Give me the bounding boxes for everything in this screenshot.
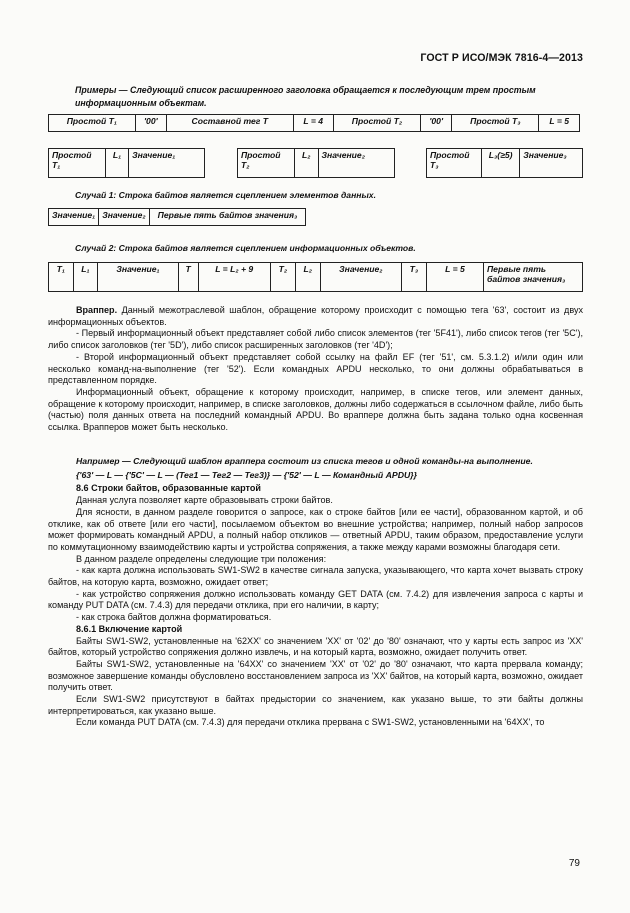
simple-object-1 — [48, 148, 205, 178]
example-2: Например — Следующий шаблон враппера состоит из списка тегов и одной команды-на выполнение. — [76, 456, 533, 466]
cell: L₃(≥5) — [482, 149, 520, 178]
body-text-block-2 — [48, 456, 583, 729]
paragraph: - как устройство сопряжения должно использовать команду GET DATA (см. 7.4.2) для извлечения запроса с карты и команду PUT DATA (см. 7.4.3) для передачи отклика, при его наличии, в карту; — [48, 588, 583, 611]
cell: Простой T₁ — [49, 149, 106, 178]
cell: L₂ — [295, 149, 319, 178]
cell: Простой T₂ — [333, 115, 420, 132]
section-heading-8-6: 8.6 Строки байтов, образованные картой — [76, 483, 261, 494]
cell: L = L₂ + 9 — [198, 263, 270, 292]
paragraph: Если SW1-SW2 присутствуют в байтах предыстории со значением, как указано выше, то эти байты должны интерпретироваться, как указано выше. — [48, 694, 583, 716]
paragraph: Байты SW1-SW2, установленные на '62XX' со значением 'XX' от '02' до '80' означают, что у карты есть запрос из 'XX' байтов, который устройство сопряжения должно извлечь, и на который карта, возможно, ожидает получить ответ. — [48, 635, 583, 658]
cell: Значение₂ — [318, 149, 394, 178]
cell: Составной тег T — [166, 115, 293, 132]
simple-object-2 — [237, 148, 395, 178]
simple-object-3 — [426, 148, 583, 178]
example-title: Примеры — Следующий список расширенного заголовка обращается к последующим трем простым информационным объектам. — [75, 85, 536, 108]
cell: T₃ — [401, 263, 426, 292]
cell: L₁ — [106, 149, 129, 178]
cell: T₁ — [49, 263, 74, 292]
paragraph: - как строка байтов должна форматироваться. — [76, 612, 272, 623]
bold-lead: Враппер. — [76, 305, 118, 315]
paragraph: Данная услуга позволяет карте образовывать строки байтов. — [76, 495, 333, 506]
cell: Первые пять байтов значения₃ — [484, 263, 583, 292]
paragraph: Для ясности, в данном разделе говорится о запросе, как о строке байтов [или ее части], образованном картой, и об отклике, как об ответе [или его части], посылаемом объектом во внешние устройства; например, полный набор запросов может формировать командный APDU, а полный набор откликов — ответный APDU, таким образом, предоставление услуги по коммутационному взаимодействию карты и устройства сопряжения, а также между карами возможны благодаря сети. — [48, 506, 583, 552]
case-1-title: Случай 1: Строка байтов является сцеплением элементов данных. — [75, 190, 376, 200]
paragraph-text: Данный межотраслевой шаблон, обращение которому происходит с помощью тега '63', состоит из двух информационных объектов. — [48, 305, 583, 327]
cell: L = 5 — [427, 263, 484, 292]
cell: L = 4 — [293, 115, 333, 132]
extended-header-row — [48, 114, 580, 132]
cell: T₂ — [270, 263, 295, 292]
cell: Значение₁ — [129, 149, 205, 178]
cell: Значение₁ — [49, 209, 99, 226]
paragraph: В данном разделе определены следующие три положения: — [76, 553, 327, 564]
paragraph: - Первый информационный объект представляет собой либо список элементов (тег '5F41'), либо список тегов (тег '5C'), либо список заголовков (тег '5D'), либо список расширенных заголовков (тег '4D'); — [48, 328, 583, 351]
cell: Значение₁ — [98, 263, 179, 292]
cell: Простой T₂ — [238, 149, 295, 178]
cell: L₁ — [73, 263, 98, 292]
cell: Простой T₁ — [49, 115, 136, 132]
body-text-block-1 — [48, 305, 583, 434]
cell: Простой T₃ — [452, 115, 539, 132]
page-number: 79 — [568, 858, 580, 869]
cell: '00' — [421, 115, 452, 132]
cell: Простой T₃ — [427, 149, 482, 178]
case-1-row — [48, 208, 306, 226]
cell: T — [178, 263, 198, 292]
case-2-row — [48, 262, 583, 292]
paragraph — [48, 305, 583, 328]
case-2-title: Случай 2: Строка байтов является сцеплением информационных объектов. — [75, 243, 416, 253]
paragraph: Информационный объект, обращение к которому происходит, например, в списке тегов, или элемент данных, обращение к которому происходит, например, в списке заголовков, должны либо содержаться в ссылочном файле, либо быть (частью) поля данных ответа на последний командный APDU. Во враппере должна быть задана только одна косвенная ссылка. Врапперов может быть несколько. — [48, 386, 583, 433]
example-2-formula: {'63' — L — {'5C' — L — (Тег1 — Тег2 — Тег3)} — {'52' — L — Командный APDU}} — [76, 469, 417, 480]
cell: '00' — [135, 115, 166, 132]
paragraph: Если команда PUT DATA (см. 7.4.3) для передачи отклика прервана с SW1-SW2, установленными на '64XX', то — [76, 717, 545, 728]
page-header: ГОСТ Р ИСО/МЭК 7816-4—2013 — [420, 52, 583, 64]
paragraph: - как карта должна использовать SW1-SW2 в качестве сигнала запуска, указывающего, что карта хочет вызвать строку байтов, на которую карта, возможно, ожидает ответ; — [48, 565, 583, 588]
cell: L₂ — [295, 263, 320, 292]
paragraph: - Второй информационный объект представляет собой ссылку на файл EF (тег '51', см. 5.3.1.2) и/или один или несколько команд-на-выполнение (тег '52'). Если командных APDU несколько, то они должны обрабатываться в представленном порядке. — [48, 351, 583, 386]
cell: Значение₂ — [99, 209, 149, 226]
cell: Значение₃ — [520, 149, 583, 178]
paragraph: Байты SW1-SW2, установленные на '64XX' со значением 'XX' от '02' до '80' означают, что карта прервала команду; возможное завершение команды обусловлено восстановлением запроса из 'XX' байтов, на который карта, возможно, ожидает получить ответ. — [48, 658, 583, 693]
section-heading-8-6-1: 8.6.1 Включение картой — [76, 623, 183, 634]
cell: L = 5 — [539, 115, 580, 132]
cell: Первые пять байтов значения₃ — [149, 209, 306, 226]
cell: Значение₂ — [320, 263, 401, 292]
